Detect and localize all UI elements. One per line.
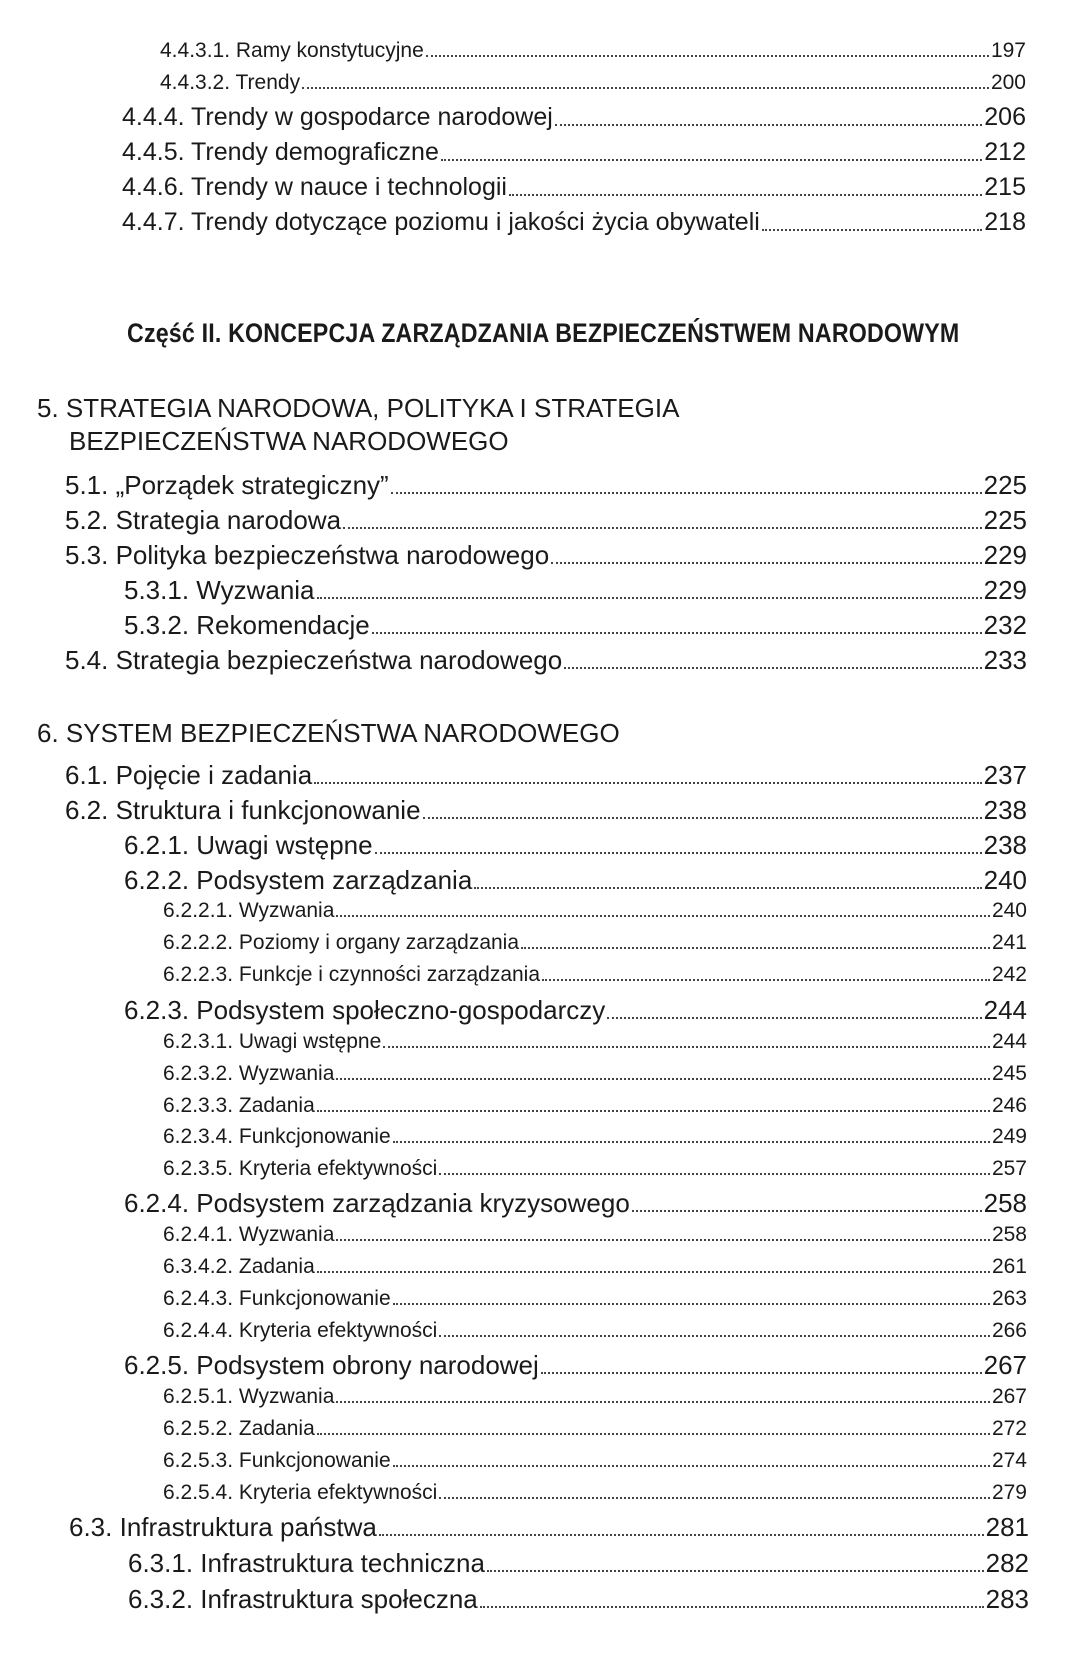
toc-entry-title: 6.2.5.3. Funkcjonowanie (163, 1449, 391, 1472)
toc-entry (163, 1288, 1027, 1309)
toc-entry (160, 72, 1026, 93)
leader-dots (555, 124, 982, 126)
toc-entry-title: 6.2.2.1. Wyzwania (163, 899, 335, 922)
leader-dots (439, 1335, 990, 1337)
toc-entry (65, 542, 1027, 568)
toc-entry (163, 1256, 1027, 1277)
leader-dots (336, 1078, 990, 1080)
toc-entry (163, 1224, 1027, 1245)
leader-dots (343, 527, 982, 529)
leader-dots (441, 159, 982, 161)
toc-entry-page: 266 (991, 1319, 1027, 1342)
leader-dots (426, 55, 989, 57)
toc-entry-page: 238 (983, 795, 1027, 825)
toc-entry-page: 274 (991, 1449, 1027, 1472)
leader-dots (336, 915, 990, 917)
toc-entry-title: 6.2.5.2. Zadania (163, 1417, 315, 1440)
toc-entry (65, 472, 1027, 498)
toc-entry-title: 5.3.2. Rekomendacje (124, 610, 370, 640)
toc-entry-page: 233 (983, 645, 1027, 675)
toc-entry-title: 6.2.1. Uwagi wstępne (124, 830, 373, 860)
leader-dots (480, 1606, 984, 1608)
leader-dots (317, 597, 982, 599)
leader-dots (551, 562, 981, 564)
toc-entry-page: 245 (991, 1062, 1027, 1085)
toc-entry-page: 246 (991, 1094, 1027, 1117)
toc-entry-page: 267 (983, 1350, 1027, 1380)
leader-dots (336, 1239, 990, 1241)
leader-dots (439, 1497, 990, 1499)
toc-entry-page: 244 (983, 995, 1027, 1025)
leader-dots (474, 887, 981, 889)
toc-entry-page: 197 (990, 39, 1026, 62)
toc-entry-page: 272 (991, 1417, 1027, 1440)
toc-entry (124, 1352, 1027, 1378)
toc-entry-title: 5.3. Polityka bezpieczeństwa narodowego (65, 540, 550, 570)
toc-entry-title: 5.3.1. Wyzwania (124, 575, 315, 605)
toc-entry-page: 249 (991, 1125, 1027, 1148)
toc-entry-title: 6.3. Infrastruktura państwa (69, 1512, 377, 1542)
toc-entry-title: 6.2.5.1. Wyzwania (163, 1385, 335, 1408)
toc-entry-title: 6.3.1. Infrastruktura techniczna (128, 1548, 485, 1578)
leader-dots (314, 782, 981, 784)
toc-entry-page: 215 (984, 173, 1026, 201)
toc-entry-title: 5.1. „Porządek strategiczny” (65, 470, 389, 500)
toc-entry-page: 281 (985, 1512, 1029, 1542)
toc-entry (128, 1586, 1029, 1612)
leader-dots (439, 1173, 990, 1175)
toc-entry-page: 229 (983, 540, 1027, 570)
leader-dots (317, 1110, 990, 1112)
toc-entry-title: 6.2.3.3. Zadania (163, 1094, 315, 1117)
toc-entry-page: 212 (984, 138, 1026, 166)
toc-entry-title: 6.2.5. Podsystem obrony narodowej (124, 1350, 539, 1380)
toc-entry-page: 241 (991, 931, 1027, 954)
toc-entry-page: 218 (984, 208, 1026, 236)
toc-entry-page: 229 (983, 575, 1027, 605)
leader-dots (375, 852, 982, 854)
toc-entry-title: 6.2.2.3. Funkcje i czynności zarządzania (163, 963, 541, 986)
toc-entry (163, 964, 1027, 985)
toc-entry (124, 612, 1027, 638)
toc-entry (124, 832, 1027, 858)
leader-dots (317, 1271, 990, 1273)
toc-entry-page: 242 (991, 963, 1027, 986)
toc-entry-page: 225 (983, 470, 1027, 500)
toc-entry-title: 6.3.2. Infrastruktura społeczna (128, 1584, 478, 1614)
toc-entry-title: 6.3.4.2. Zadania (163, 1255, 315, 1278)
toc-entry-page: 240 (983, 865, 1027, 895)
toc-entry-title: 4.4.4. Trendy w gospodarce narodowej (122, 103, 553, 131)
toc-entry (124, 997, 1027, 1023)
toc-entry-page: 206 (984, 103, 1026, 131)
leader-dots (564, 667, 981, 669)
toc-entry-page: 267 (991, 1385, 1027, 1408)
toc-entry-page: 225 (983, 505, 1027, 535)
toc-entry (163, 1482, 1027, 1503)
toc-entry-page: 283 (985, 1584, 1029, 1614)
leader-dots (762, 229, 982, 231)
leader-dots (336, 1401, 990, 1403)
toc-entry (163, 1450, 1027, 1471)
toc-entry-title: 6.2. Struktura i funkcjonowanie (65, 795, 421, 825)
toc-entry-title: 6.2.3.5. Kryteria efektywności (163, 1157, 438, 1180)
toc-entry (163, 1063, 1027, 1084)
toc-entry-title: 6.2.5.4. Kryteria efektywności (163, 1481, 438, 1504)
toc-entry-page: 261 (991, 1255, 1027, 1278)
toc-entry (128, 1550, 1029, 1576)
leader-dots (509, 194, 982, 196)
toc-entry (163, 900, 1027, 921)
toc-entry-page: 263 (991, 1287, 1027, 1310)
toc-entry-title: 6.2.3.4. Funkcjonowanie (163, 1125, 391, 1148)
toc-entry (163, 1031, 1027, 1052)
toc-entry-title: 6.1. Pojęcie i zadania (65, 760, 313, 790)
leader-dots (632, 1210, 982, 1212)
toc-entry-page: 258 (991, 1223, 1027, 1246)
toc-entry-title: 6.2.2.2. Poziomy i organy zarządzania (163, 931, 520, 954)
toc-entry-page: 240 (991, 899, 1027, 922)
toc-entry-title: 6.2.4.3. Funkcjonowanie (163, 1287, 391, 1310)
toc-entry (163, 1386, 1027, 1407)
leader-dots (393, 1141, 990, 1143)
toc-entry (163, 932, 1027, 953)
toc-entry-page: 238 (983, 830, 1027, 860)
toc-entry-page: 200 (990, 71, 1026, 94)
toc-entry (163, 1158, 1027, 1179)
toc-entry (163, 1418, 1027, 1439)
toc-entry-page: 282 (985, 1548, 1029, 1578)
leader-dots (383, 1046, 990, 1048)
toc-entry (65, 507, 1027, 533)
toc-entry-page: 258 (983, 1188, 1027, 1218)
leader-dots (302, 87, 989, 89)
toc-entry-title: 6.2.4. Podsystem zarządzania kryzysowego (124, 1188, 630, 1218)
toc-entry (163, 1095, 1027, 1116)
leader-dots (317, 1433, 990, 1435)
toc-entry-page: 237 (983, 760, 1027, 790)
leader-dots (391, 492, 982, 494)
leader-dots (521, 947, 990, 949)
toc-entry (163, 1320, 1027, 1341)
toc-entry (65, 797, 1027, 823)
toc-entry-title: 4.4.5. Trendy demograficzne (122, 138, 439, 166)
toc-entry-title: 6.2.4.1. Wyzwania (163, 1223, 335, 1246)
toc-entry-page: 232 (983, 610, 1027, 640)
toc-entry-title: 6.2.3.1. Uwagi wstępne (163, 1030, 382, 1053)
leader-dots (393, 1465, 990, 1467)
part-heading: Część II. KONCEPCJA ZARZĄDZANIA BEZPIECZEŃSTWEM NARODOWYM (127, 318, 960, 348)
toc-entry (122, 210, 1026, 235)
leader-dots (607, 1017, 981, 1019)
toc-entry-title: 5.2. Strategia narodowa (65, 505, 342, 535)
toc-entry-page: 279 (991, 1481, 1027, 1504)
leader-dots (393, 1303, 990, 1305)
toc-entry (163, 1126, 1027, 1147)
toc-entry-page: 244 (991, 1030, 1027, 1053)
leader-dots (423, 817, 982, 819)
toc-entry-title: 6.2.3. Podsystem społeczno-gospodarczy (124, 995, 606, 1025)
chapter-heading: 5. STRATEGIA NARODOWA, POLITYKA I STRATEGIA (37, 393, 680, 423)
leader-dots (487, 1570, 984, 1572)
leader-dots (372, 632, 982, 634)
toc-entry (122, 105, 1026, 130)
toc-entry-title: 4.4.6. Trendy w nauce i technologii (122, 173, 507, 201)
toc-entry (122, 175, 1026, 200)
toc-entry (160, 40, 1026, 61)
chapter-heading-continued: BEZPIECZEŃSTWA NARODOWEGO (69, 426, 509, 456)
toc-entry-title: 5.4. Strategia bezpieczeństwa narodowego (65, 645, 563, 675)
toc-entry (69, 1514, 1029, 1540)
toc-entry-title: 6.2.3.2. Wyzwania (163, 1062, 335, 1085)
toc-entry (65, 647, 1027, 673)
toc-entry (122, 140, 1026, 165)
leader-dots (542, 979, 990, 981)
toc-entry (124, 867, 1027, 893)
toc-entry-title: 4.4.3.2. Trendy (160, 71, 301, 94)
toc-entry-title: 4.4.7. Trendy dotyczące poziomu i jakości życia obywateli (122, 208, 760, 236)
toc-entry (65, 762, 1027, 788)
chapter-heading: 6. SYSTEM BEZPIECZEŃSTWA NARODOWEGO (37, 718, 620, 748)
toc-entry (124, 577, 1027, 603)
leader-dots (541, 1372, 982, 1374)
toc-entry (124, 1190, 1027, 1216)
toc-entry-title: 4.4.3.1. Ramy konstytucyjne (160, 39, 424, 62)
leader-dots (379, 1534, 984, 1536)
toc-entry-title: 6.2.2. Podsystem zarządzania (124, 865, 473, 895)
toc-entry-page: 257 (991, 1157, 1027, 1180)
toc-entry-title: 6.2.4.4. Kryteria efektywności (163, 1319, 438, 1342)
